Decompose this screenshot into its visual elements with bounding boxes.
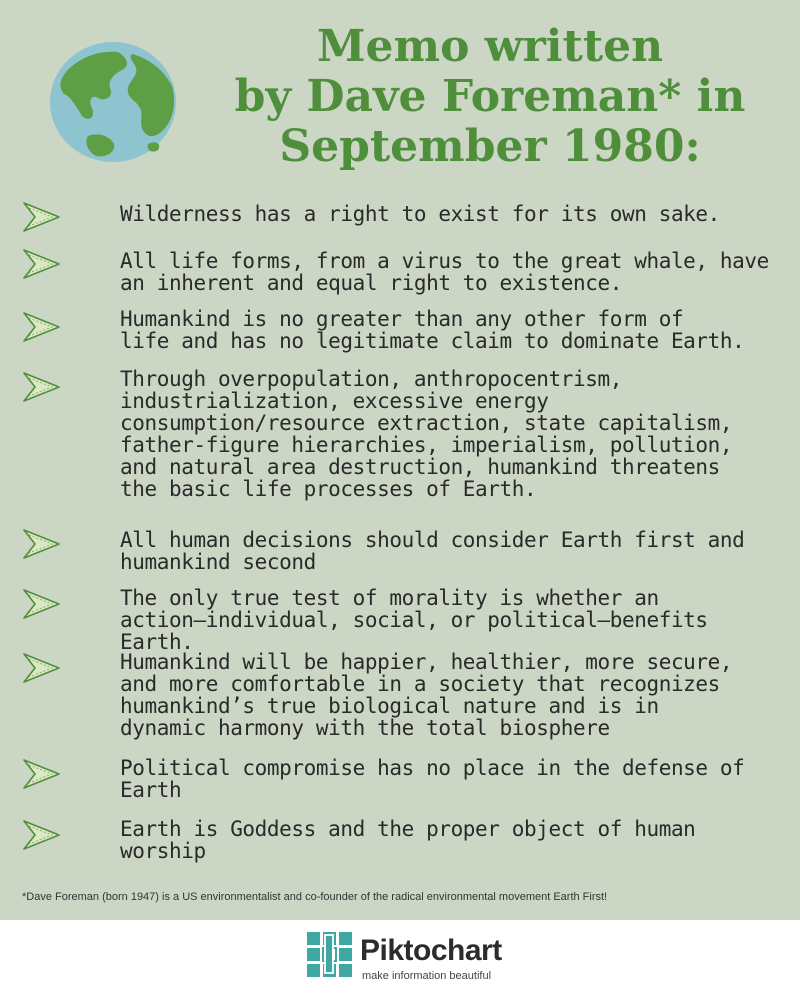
- item-text: The only true test of morality is whether an action—individual, social, or political—benefits Earth.: [120, 586, 708, 654]
- brand-name[interactable]: Piktochart: [360, 934, 502, 967]
- chevron-arrow-icon: [22, 757, 62, 791]
- item-text: Wilderness has a right to exist for its own sake.: [120, 202, 720, 226]
- chevron-arrow-icon: [22, 310, 62, 344]
- chevron-arrow-icon: [22, 200, 62, 234]
- item-text: Through overpopulation, anthropocentrism, industrialization, excessive energy consumption/resource extraction, state capitalism, father-figure hierarchies, imperialism, pollution, and natural area destruction, humankind threatens the basic life processes of Earth.: [120, 367, 733, 501]
- globe-icon: [48, 40, 178, 164]
- memo-title: [190, 22, 790, 172]
- item-text: All human decisions should consider Earth first and humankind second: [120, 528, 745, 574]
- brand-tagline: make information beautiful: [362, 970, 492, 982]
- title-line-1: Memo written: [316, 21, 664, 72]
- item-text: All life forms, from a virus to the great whale, have an inherent and equal right to existence.: [120, 249, 769, 295]
- footnote: *Dave Foreman (born 1947) is a US environmentalist and co-founder of the radical environmental movement Earth First!: [22, 891, 608, 903]
- piktochart-logo-icon[interactable]: [307, 932, 353, 978]
- item-text: Humankind is no greater than any other form of life and has no legitimate claim to dominate Earth.: [120, 307, 745, 353]
- title-line-3: September 1980:: [279, 121, 701, 172]
- item-text: Earth is Goddess and the proper object of human worship: [120, 817, 696, 863]
- item-text: Political compromise has no place in the defense of Earth: [120, 756, 745, 802]
- title-line-2: by Dave Foreman* in: [234, 71, 746, 122]
- chevron-arrow-icon: [22, 818, 62, 852]
- chevron-arrow-icon: [22, 247, 62, 281]
- chevron-arrow-icon: [22, 587, 62, 621]
- footer: [0, 920, 800, 996]
- item-text: Humankind will be happier, healthier, more secure, and more comfortable in a society that recognizes humankind’s true biological nature and is in dynamic harmony with the total biosphere: [120, 650, 733, 740]
- chevron-arrow-icon: [22, 651, 62, 685]
- chevron-arrow-icon: [22, 527, 62, 561]
- chevron-arrow-icon: [22, 370, 62, 404]
